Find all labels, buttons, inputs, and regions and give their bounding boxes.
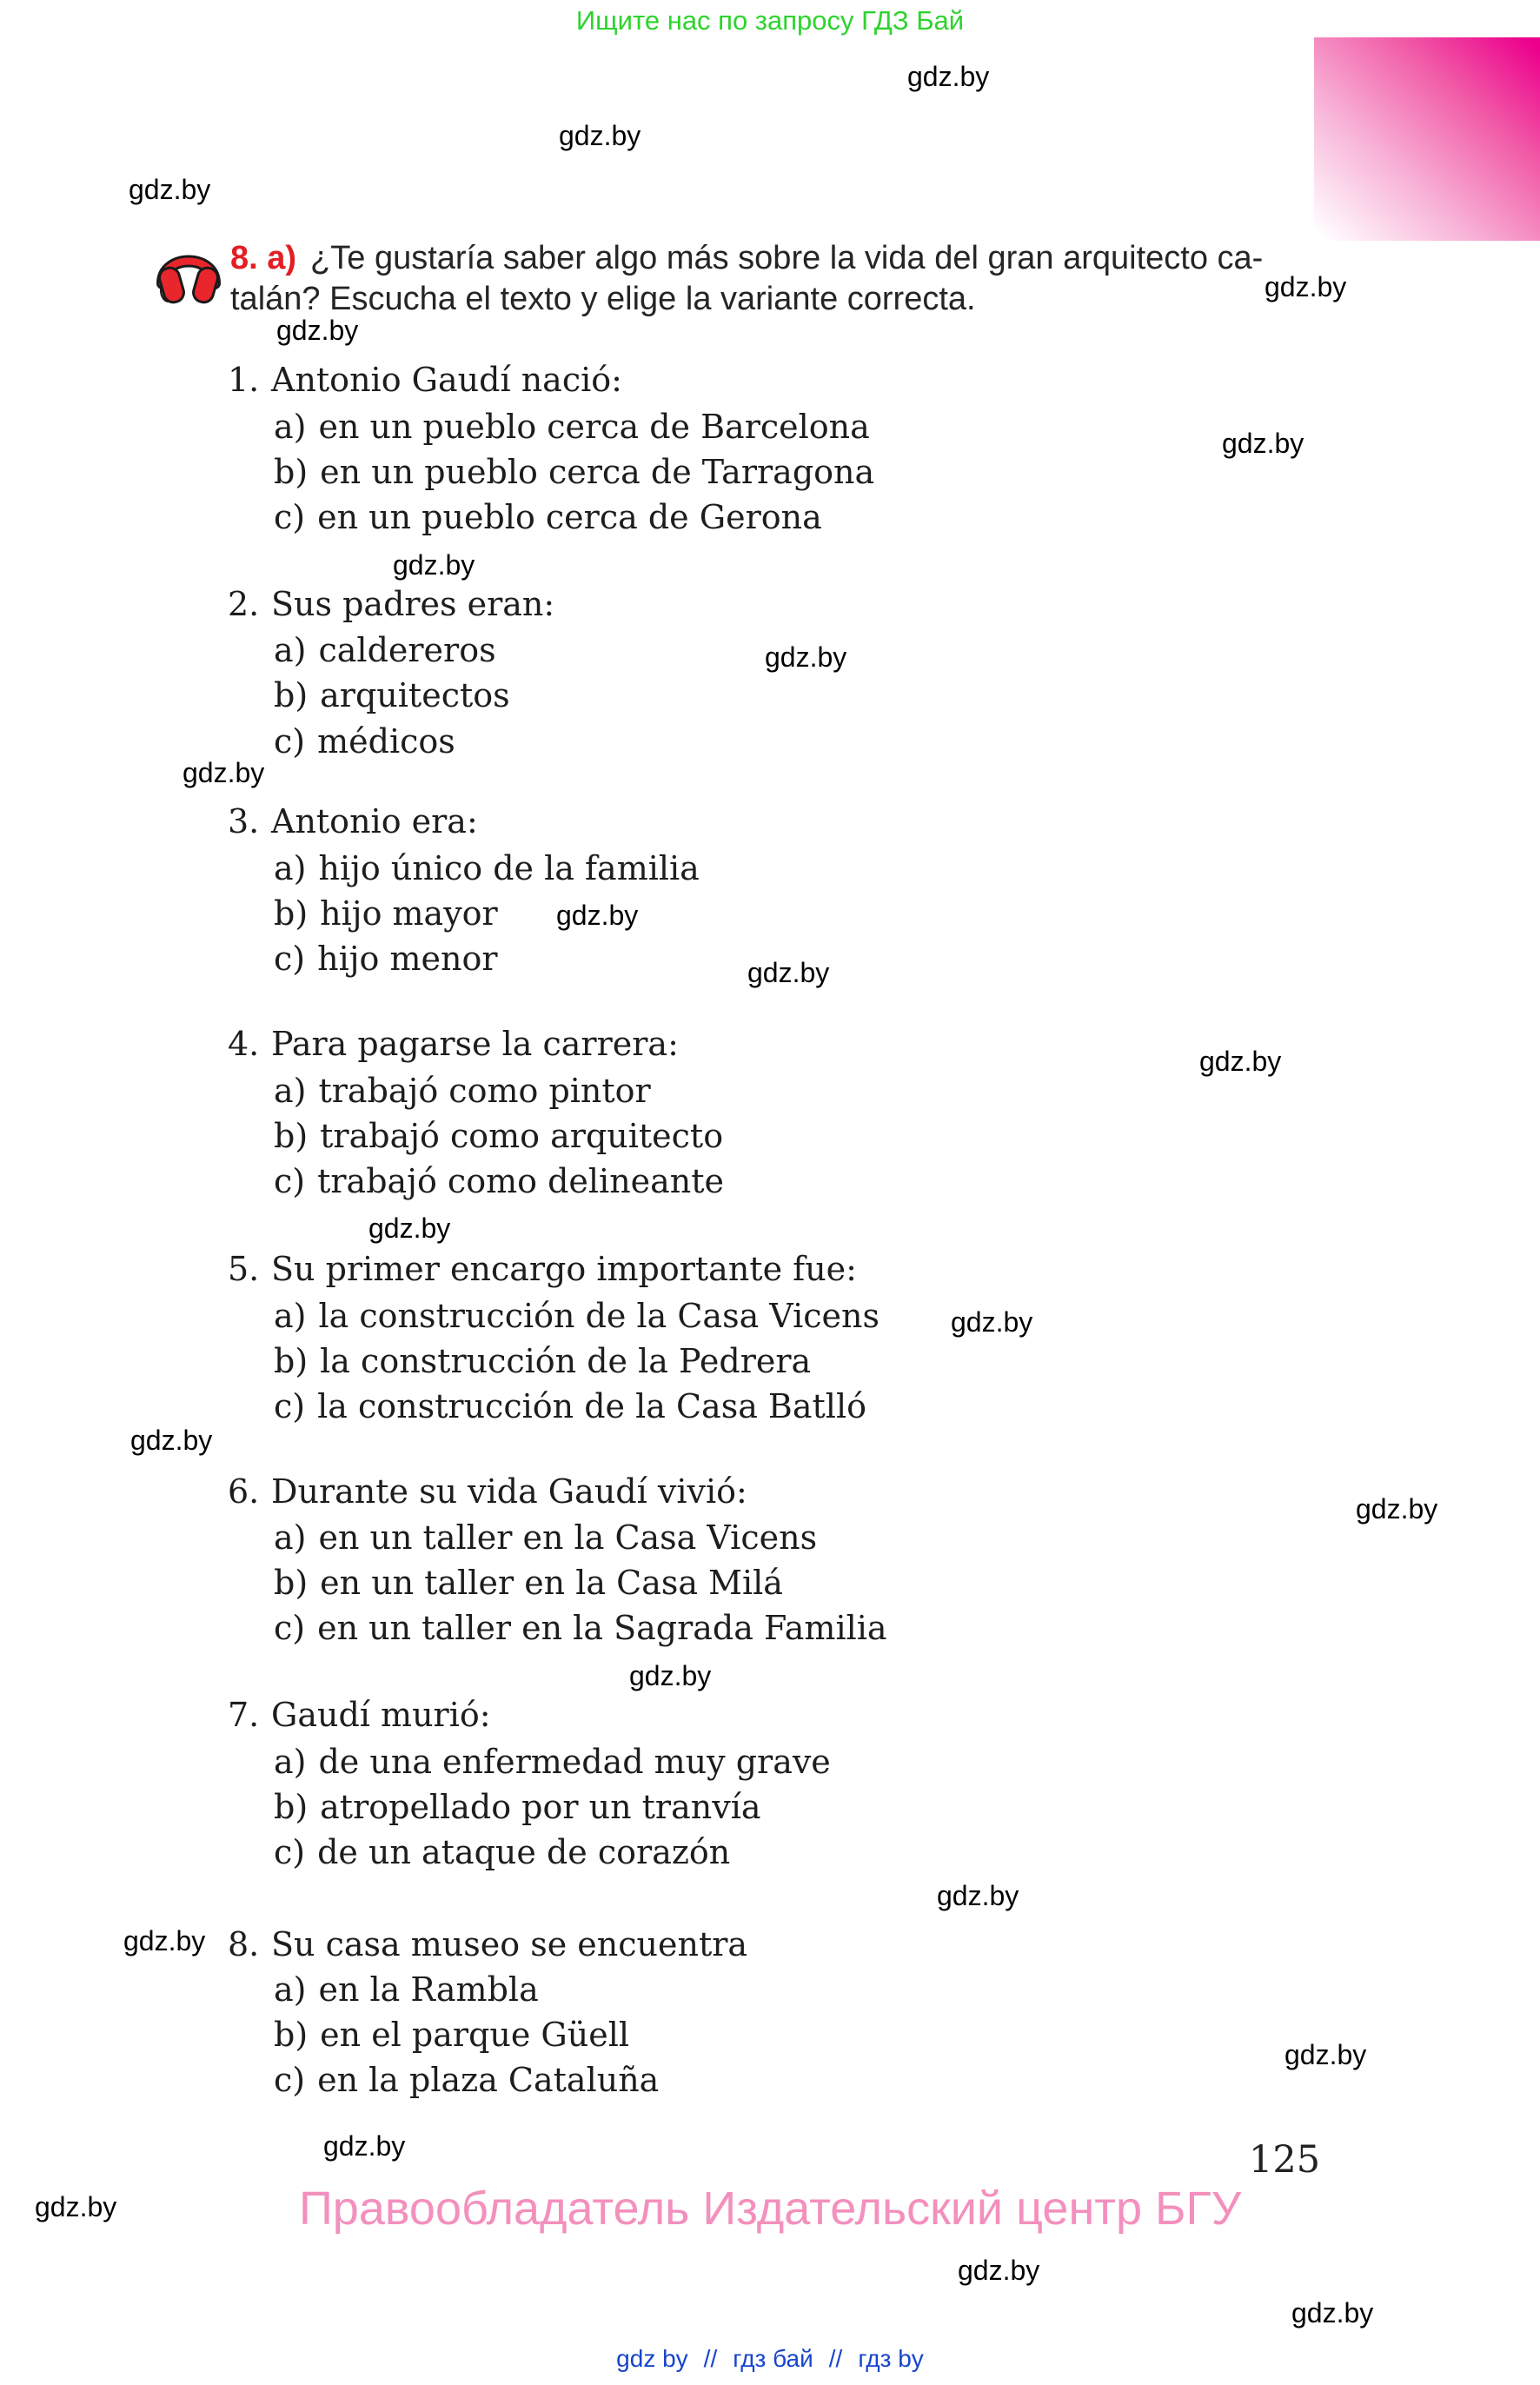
watermark: gdz.by — [1265, 271, 1347, 302]
exercise-prompt-line2: talán? Escucha el texto y elige la variante correcta. — [230, 281, 976, 317]
watermark: gdz.by — [276, 315, 359, 346]
watermark: gdz.by — [907, 61, 990, 92]
quiz-option: a) en la Rambla — [274, 1970, 539, 2009]
watermark: gdz.by — [323, 2130, 406, 2162]
quiz-option: c) en un pueblo cerca de Gerona — [274, 498, 822, 536]
quiz-option: a) trabajó como pintor — [274, 1072, 651, 1110]
top-banner-text: Ищите нас по запросу ГДЗ Бай — [575, 5, 965, 36]
headphones-icon — [156, 247, 221, 304]
quiz-option: b) trabajó como arquitecto — [274, 1117, 724, 1155]
quiz-option: a) en un taller en la Casa Vicens — [274, 1518, 818, 1557]
quiz-item-title: 7. Gaudí murió: — [228, 1696, 491, 1734]
watermark: gdz.by — [958, 2255, 1040, 2286]
quiz-option: a) caldereros — [274, 631, 496, 669]
watermark: gdz.by — [368, 1212, 451, 1244]
quiz-option: b) atropellado por un tranvía — [274, 1788, 761, 1826]
watermark: gdz.by — [1199, 1046, 1282, 1077]
watermark: gdz.by — [951, 1306, 1033, 1338]
footer-link-gdz-bai[interactable]: гдз бай — [733, 2345, 813, 2372]
watermark: gdz.by — [129, 174, 211, 205]
footer-link-gdz-bu[interactable]: гдз by — [858, 2345, 924, 2372]
quiz-option: a) de una enfermedad muy grave — [274, 1743, 831, 1781]
quiz-option: c) la construcción de la Casa Batlló — [274, 1387, 866, 1425]
footer-separator: // — [828, 2345, 843, 2372]
quiz-item-title: 8. Su casa museo se encuentra — [228, 1925, 748, 1963]
quiz-item-title: 5. Su primer encargo importante fue: — [228, 1250, 857, 1288]
watermark: gdz.by — [130, 1425, 213, 1456]
pink-gradient-box — [1314, 37, 1540, 241]
watermark: gdz.by — [629, 1660, 712, 1691]
quiz-option: b) en un taller en la Casa Milá — [274, 1564, 783, 1602]
quiz-option: b) en el parque Güell — [274, 2016, 630, 2054]
watermark: gdz.by — [556, 900, 639, 931]
quiz-item-title: 2. Sus padres eran: — [228, 585, 555, 623]
watermark: gdz.by — [1291, 2297, 1374, 2329]
footer-links — [0, 2345, 1540, 2373]
page-number: 125 — [1249, 2138, 1321, 2182]
quiz-option: a) en un pueblo cerca de Barcelona — [274, 408, 870, 446]
quiz-item-title: 4. Para pagarse la carrera: — [228, 1025, 679, 1063]
watermark: gdz.by — [123, 1925, 206, 1956]
watermark: gdz.by — [747, 957, 830, 988]
quiz-option: b) arquitectos — [274, 676, 510, 714]
exercise-prompt-line1: 8. a) ¿Te gustaría saber algo más sobre la vida del gran arquitecto ca- — [230, 240, 1264, 276]
watermark: gdz.by — [937, 1880, 1019, 1911]
quiz-option: a) la construcción de la Casa Vicens — [274, 1297, 880, 1335]
watermark: gdz.by — [183, 757, 265, 788]
quiz-option: c) trabajó como delineante — [274, 1162, 725, 1200]
quiz-item-title: 6. Durante su vida Gaudí vivió: — [228, 1472, 747, 1511]
exercise-number: 8. a) — [230, 240, 297, 276]
publisher-line: Правообладатель Издательский центр БГУ — [298, 2182, 1242, 2235]
quiz-option: b) en un pueblo cerca de Tarragona — [274, 453, 875, 491]
quiz-item-title: 3. Antonio era: — [228, 802, 478, 840]
quiz-option: b) hijo mayor — [274, 894, 498, 933]
watermark: gdz.by — [393, 549, 475, 581]
quiz-option: c) médicos — [274, 722, 455, 761]
footer-link-gdz-by[interactable]: gdz by — [616, 2345, 688, 2372]
quiz-option: c) en la plaza Cataluña — [274, 2061, 660, 2099]
footer-separator: // — [703, 2345, 718, 2372]
watermark: gdz.by — [1356, 1493, 1438, 1525]
watermark: gdz.by — [559, 120, 641, 151]
quiz-option: c) en un taller en la Sagrada Familia — [274, 1609, 887, 1647]
quiz-item-title: 1. Antonio Gaudí nació: — [228, 361, 622, 399]
watermark: gdz.by — [765, 641, 847, 673]
watermark: gdz.by — [1284, 2039, 1367, 2070]
quiz-option: b) la construcción de la Pedrera — [274, 1342, 812, 1380]
watermark: gdz.by — [35, 2191, 117, 2222]
quiz-option: a) hijo único de la familia — [274, 849, 700, 887]
watermark: gdz.by — [1222, 428, 1304, 459]
quiz-option: c) de un ataque de corazón — [274, 1833, 731, 1871]
quiz-option: c) hijo menor — [274, 940, 498, 978]
